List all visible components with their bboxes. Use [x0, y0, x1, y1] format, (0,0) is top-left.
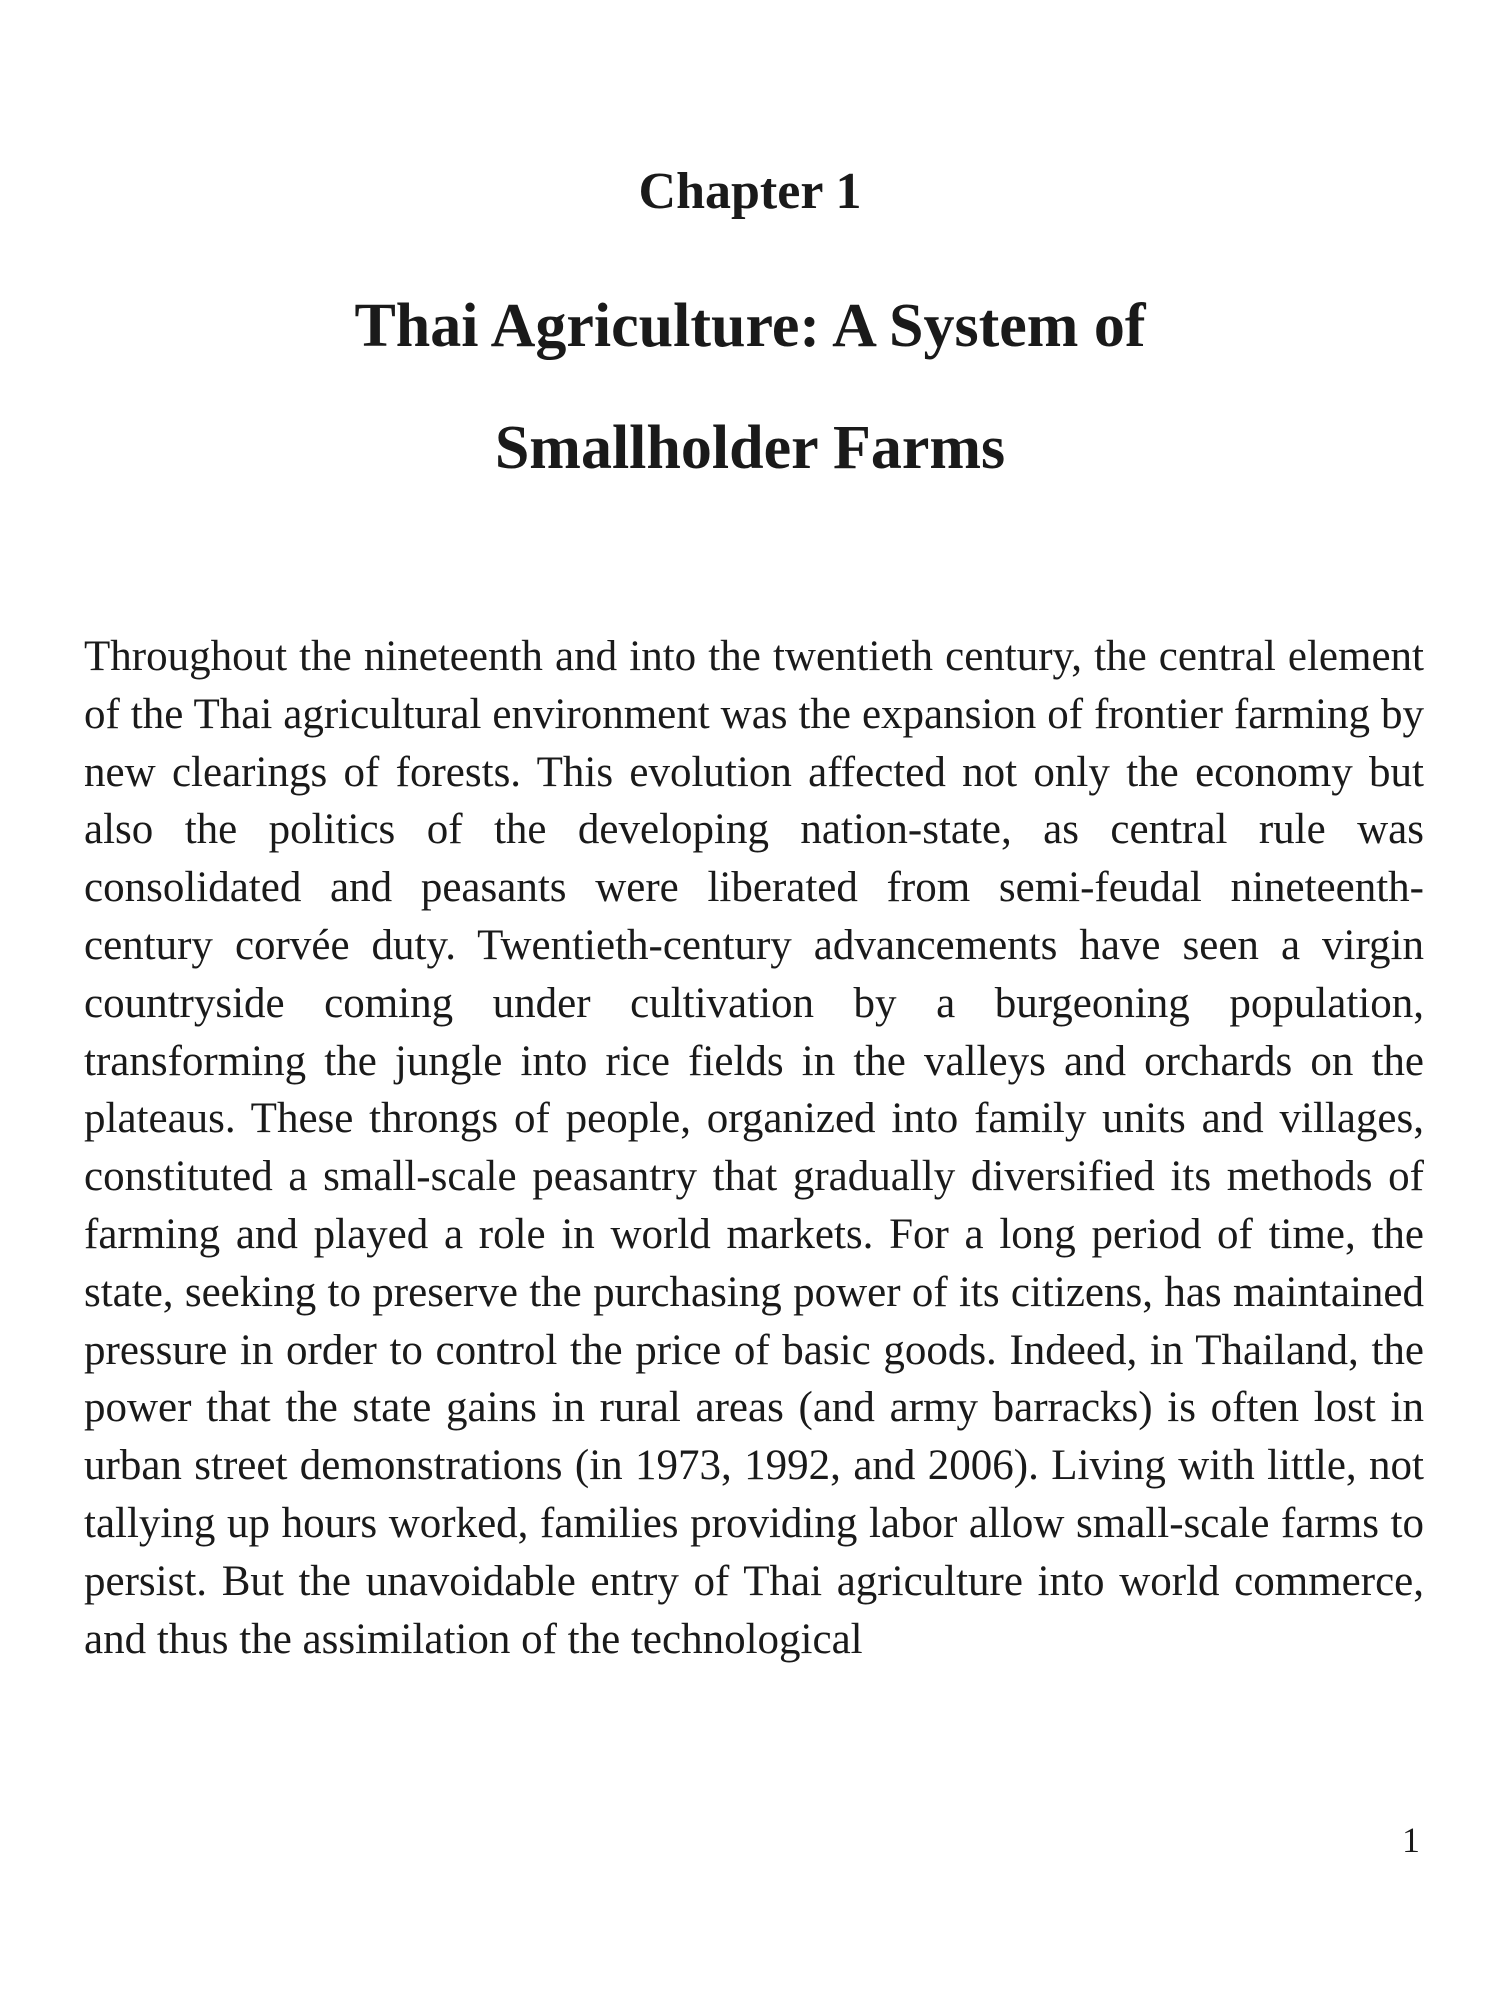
- chapter-title-line-1: Thai Agriculture: A System of: [354, 292, 1146, 360]
- chapter-title: [0, 265, 1500, 509]
- chapter-label: Chapter 1: [638, 163, 862, 220]
- page-number: 1: [1402, 1820, 1420, 1860]
- body-paragraph: Throughout the nineteenth and into the twentieth century, the central element of the Thai agricultural environment was the expansion of frontier farming by new clearings of forests. This evolution affected not only the economy but also the politics of the developing nation-state, as central rule was consolidated and peasants were liberated from semi-feudal nineteenth-century corvée duty. Twentieth-century advancements have seen a virgin countryside coming under cultivation by a burgeoning population, transforming the jungle into rice fields in the valleys and orchards on the plateaus. These throngs of people, organized into family units and villages, constituted a small-scale peasantry that gradually diversified its methods of farming and played a role in world markets. For a long period of time, the state, seeking to preserve the purchasing power of its citizens, has maintained pressure in order to control the price of basic goods. Indeed, in Thailand, the power that the state gains in rural areas (and army barracks) is often lost in urban street demonstrations (in 1973, 1992, and 2006). Living with little, not tallying up hours worked, families providing labor allow small-scale farms to persist. But the unavoidable entry of Thai agriculture into world commerce, and thus the assimilation of the technological: [84, 633, 1424, 1663]
- chapter-title-line-2: Smallholder Farms: [494, 414, 1006, 482]
